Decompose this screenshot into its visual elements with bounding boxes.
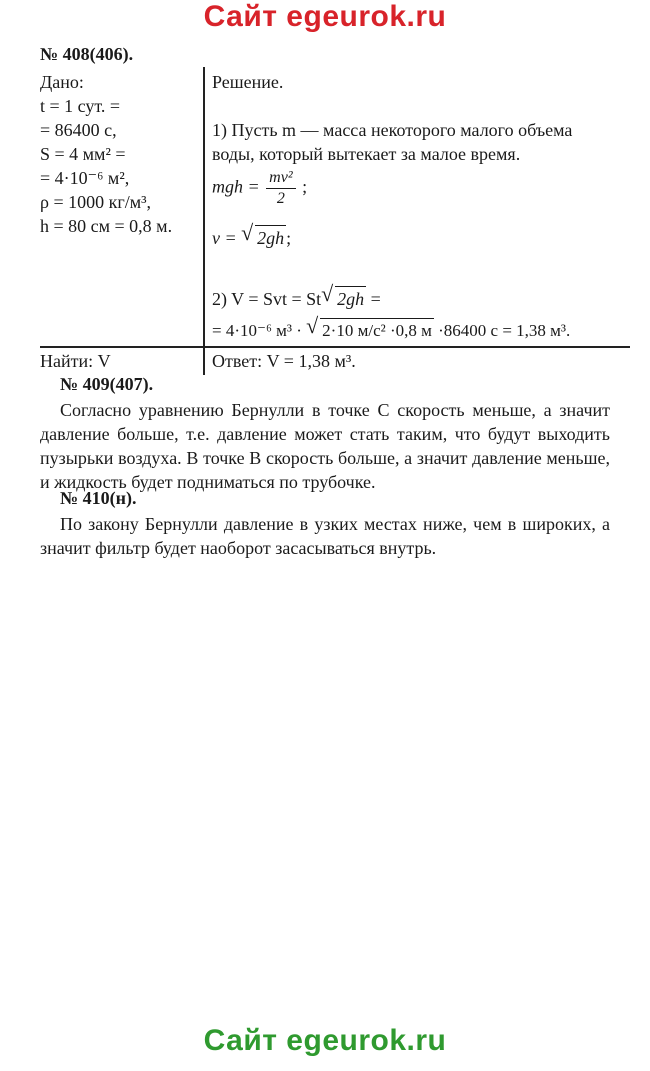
- given-line-1: t = 1 сут. =: [40, 96, 121, 116]
- eq1-left: mgh =: [212, 176, 260, 197]
- site-watermark-top: Сайт egeurok.ru: [203, 0, 447, 33]
- sqrt-symbol: [321, 286, 366, 311]
- eq2-tail: ;: [286, 228, 292, 248]
- step2-line1: [212, 286, 381, 311]
- problem-410-number: № 410(н).: [60, 488, 137, 508]
- equation-energy: [212, 168, 307, 209]
- sqrt-symbol: [241, 225, 286, 250]
- find-divider: [40, 346, 630, 348]
- eq1-fraction: [266, 168, 295, 209]
- given-line-5: ρ = 1000 кг/м³,: [40, 192, 152, 212]
- eq2-left: v =: [212, 228, 237, 248]
- eq1-numerator: mv²: [266, 168, 295, 189]
- step2-line2-b: ·86400 с = 1,38 м³.: [438, 321, 571, 340]
- answer: Ответ: V = 1,38 м³.: [212, 351, 356, 371]
- given-solution-divider: [203, 67, 205, 375]
- step2-left: 2) V = Svt = St: [212, 289, 322, 309]
- step2-line2-a: = 4·10⁻⁶ м³ ·: [212, 321, 302, 340]
- given-line-3: S = 4 мм² =: [40, 144, 126, 164]
- given-title: Дано:: [40, 72, 84, 92]
- eq2-radicand: 2gh: [255, 225, 286, 250]
- problem-410-text: По закону Бернулли давление в узких местах ниже, чем в широких, а значит фильтр будет наоборот засасываться внутрь.: [40, 514, 610, 558]
- eq1-tail: ;: [302, 176, 308, 197]
- sqrt-symbol: [306, 318, 434, 343]
- given-line-6: h = 80 см = 0,8 м.: [40, 216, 173, 236]
- problem-409-number: № 409(407).: [60, 374, 154, 394]
- step1-line2: воды, который вытекает за малое время.: [212, 144, 521, 164]
- step2-radicand: 2gh: [335, 286, 366, 311]
- problem-408-number: № 408(406).: [40, 44, 134, 64]
- step1-line1: 1) Пусть m — масса некоторого малого объема: [212, 120, 573, 140]
- given-line-2: = 86400 с,: [40, 120, 117, 140]
- step2-tail: =: [366, 289, 381, 309]
- site-watermark-bottom: Сайт egeurok.ru: [203, 1024, 447, 1057]
- given-line-4: = 4·10⁻⁶ м²,: [40, 168, 130, 188]
- solution-title: Решение.: [212, 72, 284, 92]
- problem-409-text: Согласно уравнению Бернулли в точке C скорость меньше, а значит давление больше, т.е. давление может стать таким, что будут выходить пузырьки воздуха. В точке B скорость больше, а значит давление меньше, и жидкость будет подниматься по трубочке.: [40, 400, 610, 492]
- find-label: Найти: V: [40, 351, 111, 371]
- equation-velocity: [212, 225, 291, 250]
- step2-line2: [212, 318, 570, 343]
- eq1-denominator: 2: [276, 190, 285, 207]
- step2-line2-radicand: 2·10 м/с² ·0,8 м: [320, 318, 434, 343]
